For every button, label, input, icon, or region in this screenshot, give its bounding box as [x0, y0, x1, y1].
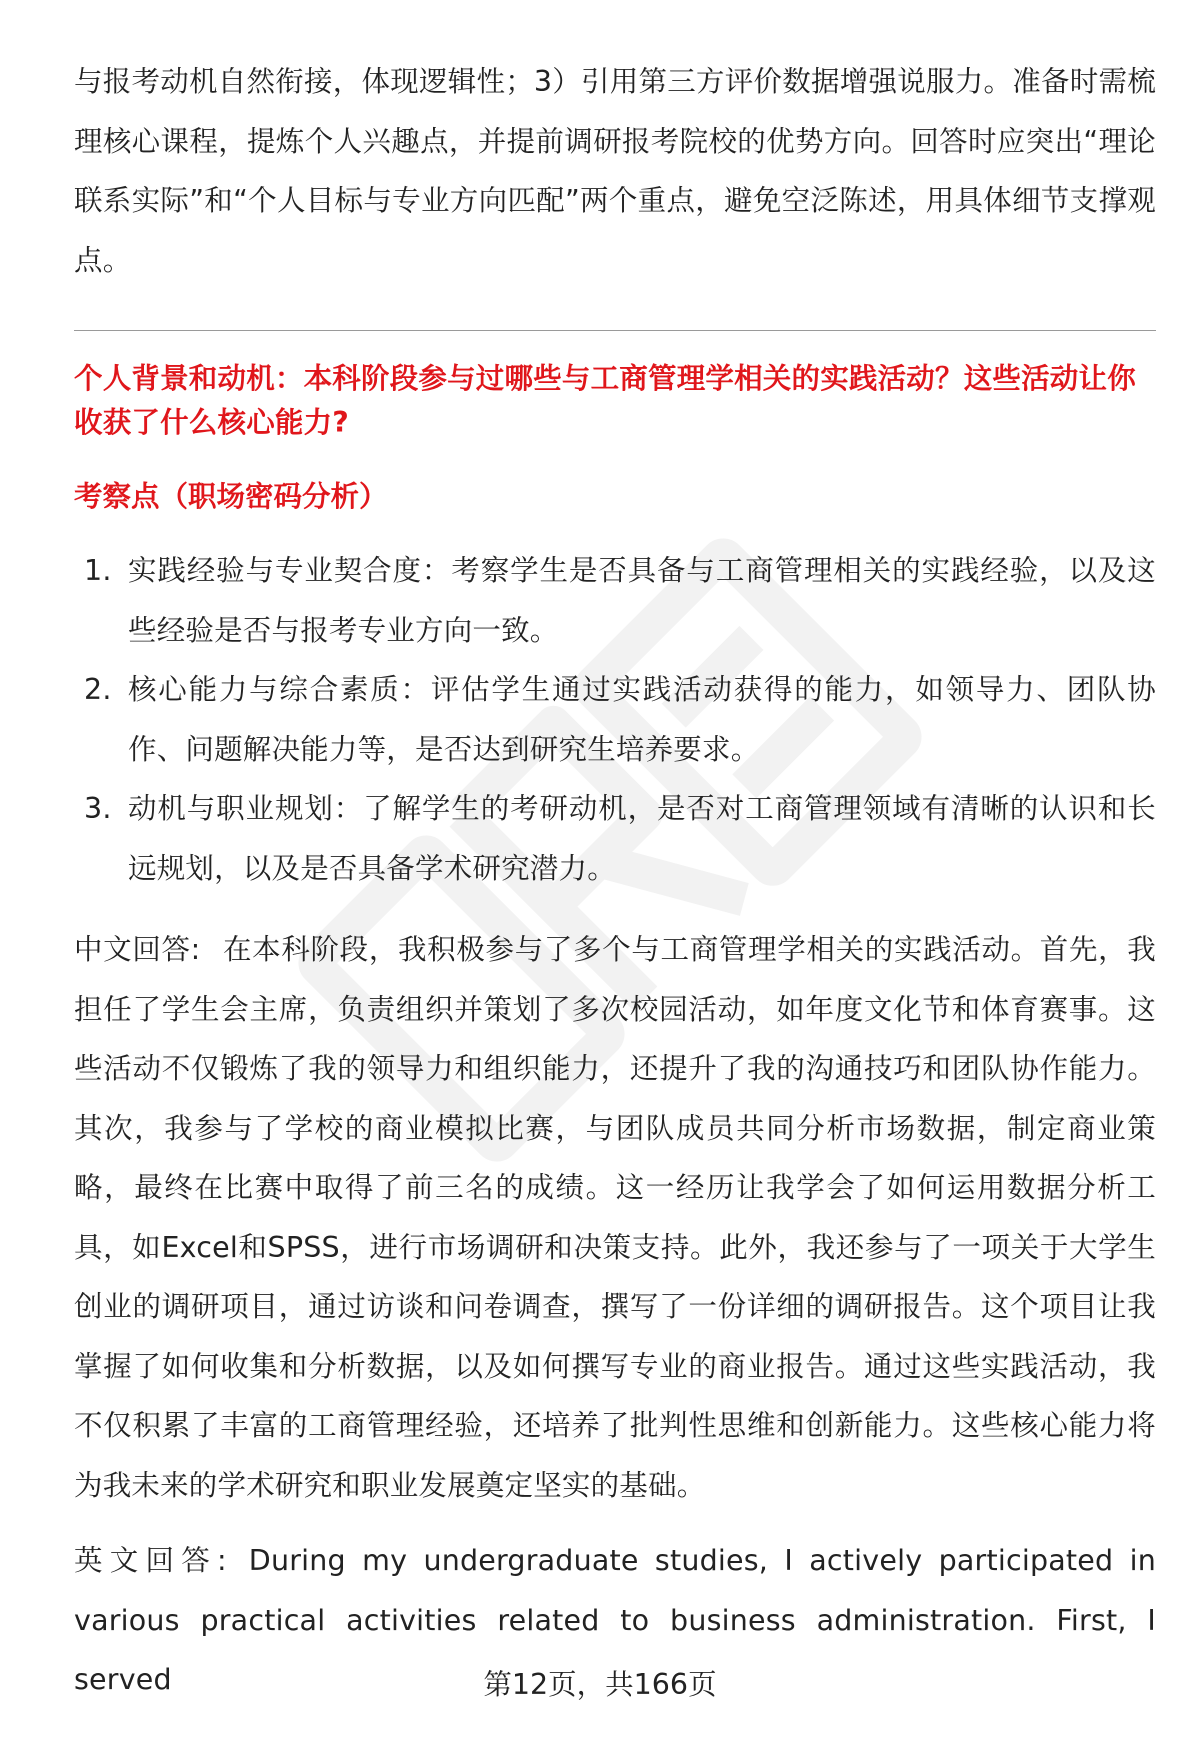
list-item-number: 3.: [84, 792, 112, 825]
question-title: 个人背景和动机：本科阶段参与过哪些与工商管理学相关的实践活动？这些活动让你收获了什么核心能力?: [74, 362, 1136, 439]
english-answer-text: During my undergraduate studies, I actively participated in various practical activities related to business administration. First, I served: [74, 1544, 1156, 1696]
list-item: [74, 660, 1156, 779]
chinese-answer-label: 中文回答:: [74, 933, 201, 966]
page-number: 第12页，共166页: [483, 1668, 717, 1701]
page-footer: [0, 1665, 1200, 1705]
list-item-text: 核心能力与综合素质：评估学生通过实践活动获得的能力，如领导力、团队协作、问题解决能力等，是否达到研究生培养要求。: [128, 673, 1156, 766]
chinese-answer: [74, 920, 1156, 1515]
list-item-text: 实践经验与专业契合度：考察学生是否具备与工商管理相关的实践经验，以及这些经验是否与报考专业方向一致。: [128, 554, 1156, 647]
list-item: [74, 541, 1156, 660]
intro-paragraph: 与报考动机自然衔接，体现逻辑性；3）引用第三方评价数据增强说服力。准备时需梳理核心课程，提炼个人兴趣点，并提前调研报考院校的优势方向。回答时应突出“理论联系实际”和“个人目标与专业方向匹配”两个重点，避免空泛陈述，用具体细节支撑观点。: [74, 65, 1156, 277]
assessment-points-list: [74, 541, 1156, 898]
list-item-text: 动机与职业规划：了解学生的考研动机，是否对工商管理领域有清晰的认识和长远规划，以及是否具备学术研究潜力。: [128, 792, 1156, 885]
points-heading: 考察点（职场密码分析）: [74, 480, 388, 513]
list-item-number: 1.: [84, 554, 112, 587]
list-item-number: 2.: [84, 673, 112, 706]
document-page: [74, 52, 1156, 1710]
chinese-answer-text: 在本科阶段，我积极参与了多个与工商管理学相关的实践活动。首先，我担任了学生会主席，负责组织并策划了多次校园活动，如年度文化节和体育赛事。这些活动不仅锻炼了我的领导力和组织能力，还提升了我的沟通技巧和团队协作能力。其次，我参与了学校的商业模拟比赛，与团队成员共同分析市场数据，制定商业策略，最终在比赛中取得了前三名的成绩。这一经历让我学会了如何运用数据分析工具，如Excel和SPSS，进行市场调研和决策支持。此外，我还参与了一项关于大学生创业的调研项目，通过访谈和问卷调查，撰写了一份详细的调研报告。这个项目让我掌握了如何收集和分析数据，以及如何撰写专业的商业报告。通过这些实践活动，我不仅积累了丰富的工商管理经验，还培养了批判性思维和创新能力。这些核心能力将为我未来的学术研究和职业发展奠定坚实的基础。: [74, 933, 1156, 1502]
section-divider: [74, 330, 1156, 331]
list-item: [74, 779, 1156, 898]
english-answer-label: 英文回答:: [74, 1544, 227, 1577]
